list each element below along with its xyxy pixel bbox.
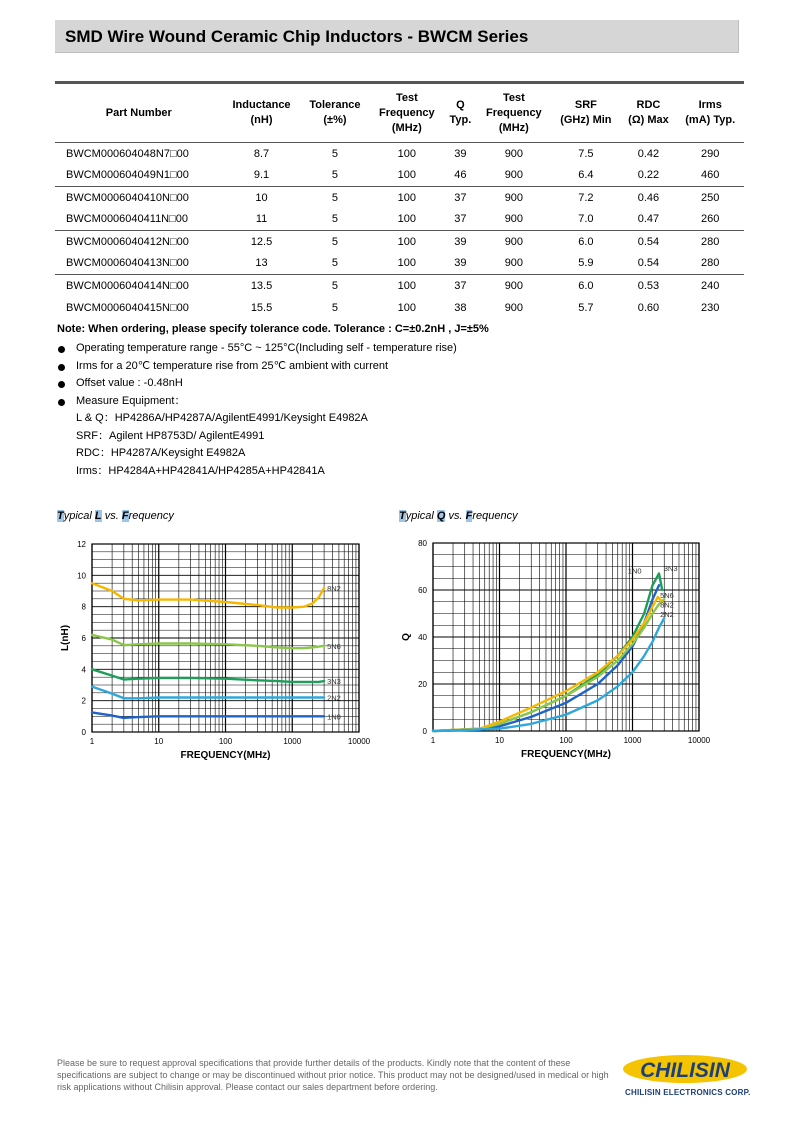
y-tick-label: 20 bbox=[418, 680, 427, 689]
logo-company-name: CHILISIN ELECTRONICS CORP. bbox=[625, 1088, 751, 1097]
table-cell: 0.22 bbox=[637, 169, 660, 182]
y-tick-label: 0 bbox=[422, 727, 427, 736]
table-cell: 13 bbox=[255, 257, 268, 270]
series-label: 2N2 bbox=[660, 610, 674, 620]
ordering-note: Note: When ordering, please specify tolerance code. Tolerance : C=±0.2nH , J=±5% bbox=[57, 323, 489, 335]
table-cell: 100 bbox=[397, 169, 417, 182]
table-row bbox=[55, 275, 744, 297]
table-cell: 0.46 bbox=[637, 191, 660, 204]
table-cell: 37 bbox=[454, 191, 467, 204]
y-tick-label: 6 bbox=[81, 634, 86, 643]
y-tick-label: 40 bbox=[418, 633, 427, 642]
table-cell: 7.0 bbox=[578, 213, 594, 226]
q-chart-title: Typical Q vs. Frequency bbox=[399, 510, 518, 522]
table-cell: 46 bbox=[454, 169, 467, 182]
table-cell: 0.53 bbox=[637, 279, 660, 292]
table-cell: 5 bbox=[331, 301, 339, 314]
table-cell: 100 bbox=[397, 301, 417, 314]
table-cell: 100 bbox=[397, 279, 417, 292]
table-header-row bbox=[55, 83, 744, 143]
table-cell: 12.5 bbox=[250, 235, 273, 248]
table-cell: 250 bbox=[701, 191, 720, 204]
table-cell: 460 bbox=[701, 169, 720, 182]
column-header: Test Frequency (MHz) bbox=[486, 91, 542, 134]
column-header: Part Number bbox=[105, 106, 172, 119]
y-tick-label: 60 bbox=[418, 586, 427, 595]
spec-table bbox=[55, 81, 744, 319]
table-cell: 100 bbox=[397, 213, 417, 226]
series-label: 5N6 bbox=[660, 591, 674, 601]
table-cell: 37 bbox=[454, 279, 467, 292]
part-number-cell: BWCM0006040410N□00 bbox=[66, 191, 189, 204]
table-row bbox=[55, 209, 744, 231]
x-tick-label: 10000 bbox=[347, 737, 371, 746]
y-tick-label: 80 bbox=[418, 539, 427, 548]
y-tick-label: 12 bbox=[77, 540, 86, 549]
series-label: 3N3 bbox=[663, 564, 678, 574]
table-row bbox=[55, 165, 744, 187]
table-cell: 280 bbox=[701, 235, 720, 248]
part-number-cell: BWCM0006040412N□00 bbox=[66, 235, 189, 248]
part-number-cell: BWCM000604049N1□00 bbox=[66, 169, 189, 182]
x-tick-label: 1 bbox=[430, 736, 436, 745]
column-header: Tolerance (±%) bbox=[309, 99, 361, 126]
x-tick-label: 10000 bbox=[687, 736, 711, 745]
table-cell: 290 bbox=[701, 147, 720, 160]
table-cell: 5 bbox=[331, 147, 339, 160]
table-row bbox=[55, 143, 744, 165]
table-cell: 6.0 bbox=[578, 235, 594, 248]
table-cell: 900 bbox=[504, 301, 524, 314]
table-cell: 15.5 bbox=[250, 301, 273, 314]
table-cell: 7.2 bbox=[578, 191, 594, 204]
table-header bbox=[55, 83, 744, 143]
table-cell: 5 bbox=[331, 169, 339, 182]
table-body bbox=[55, 143, 744, 319]
bullet-icon bbox=[58, 381, 65, 388]
column-header: Q Typ. bbox=[449, 99, 472, 126]
bullet-icon bbox=[58, 346, 65, 353]
column-header: RDC (Ω) Max bbox=[628, 99, 669, 126]
y-axis-label: Q bbox=[401, 633, 412, 641]
page-title: SMD Wire Wound Ceramic Chip Inductors - BWCM Series bbox=[65, 27, 529, 46]
table-cell: 5 bbox=[331, 279, 339, 292]
equipment-rdc: RDC：HP4287A/Keysight E4982A bbox=[76, 447, 246, 459]
table-cell: 5 bbox=[331, 191, 339, 204]
table-cell: 9.1 bbox=[253, 169, 270, 182]
table-cell: 280 bbox=[701, 257, 720, 270]
table-cell: 0.54 bbox=[637, 235, 660, 248]
y-axis-label: L(nH) bbox=[60, 624, 71, 652]
part-number-cell: BWCM0006040414N□00 bbox=[66, 279, 189, 292]
x-tick-label: 100 bbox=[218, 737, 233, 746]
bullet-icon bbox=[58, 364, 65, 371]
equipment-irms: Irms：HP4284A+HP42841A/HP4285A+HP42841A bbox=[76, 464, 325, 477]
table-cell: 240 bbox=[701, 279, 720, 292]
note-bullet-temperature: Operating temperature range - 55°C ~ 125°C(Including self - temperature rise) bbox=[57, 340, 489, 358]
table-cell: 39 bbox=[454, 235, 467, 248]
x-tick-label: 1000 bbox=[623, 736, 642, 745]
table-cell: 5.9 bbox=[578, 257, 594, 270]
table-cell: 10 bbox=[255, 191, 268, 204]
table-row bbox=[55, 253, 744, 275]
series-label: 1N0 bbox=[327, 712, 341, 722]
equipment-srf: SRF：Agilent HP8753D/ AgilentE4991 bbox=[76, 429, 265, 442]
l-vs-frequency-chart bbox=[40, 535, 380, 775]
column-header: Test Frequency (MHz) bbox=[379, 91, 435, 134]
y-tick-label: 4 bbox=[81, 665, 86, 675]
table-cell: 39 bbox=[454, 257, 467, 270]
bullet-icon bbox=[58, 399, 65, 406]
y-tick-label: 10 bbox=[77, 571, 86, 581]
q-vs-frequency-chart bbox=[394, 535, 724, 775]
equipment-lq: L & Q：HP4286A/HP4287A/AgilentE4991/Keysight E4982A bbox=[76, 412, 368, 424]
series-label: 8N2 bbox=[327, 583, 341, 593]
table-cell: 38 bbox=[454, 301, 467, 314]
table-cell: 100 bbox=[397, 257, 417, 270]
table-cell: 37 bbox=[454, 213, 467, 226]
part-number-cell: BWCM0006040411N□00 bbox=[66, 213, 189, 226]
table-cell: 100 bbox=[397, 235, 417, 248]
table-cell: 5 bbox=[331, 213, 339, 226]
table-cell: 100 bbox=[397, 191, 417, 204]
table-cell: 900 bbox=[504, 235, 524, 248]
header-bar bbox=[55, 20, 739, 53]
table-cell: 900 bbox=[504, 191, 524, 204]
table-cell: 11 bbox=[255, 213, 268, 226]
table-cell: 5 bbox=[331, 235, 339, 248]
x-tick-label: 1 bbox=[89, 737, 95, 746]
table-cell: 5.7 bbox=[578, 301, 594, 314]
column-header: Inductance (nH) bbox=[232, 99, 291, 126]
table-cell: 260 bbox=[701, 213, 720, 226]
table-cell: 6.4 bbox=[578, 169, 594, 182]
x-axis-label: FREQUENCY(MHz) bbox=[180, 750, 271, 761]
notes-section bbox=[57, 322, 489, 480]
table-cell: 0.60 bbox=[637, 301, 660, 314]
table-cell: 900 bbox=[504, 147, 524, 160]
note-bullet-irms: Irms for a 20℃ temperature rise from 25℃ ambient with current bbox=[57, 358, 489, 376]
table-cell: 6.0 bbox=[578, 279, 594, 292]
part-number-cell: BWCM0006040413N□00 bbox=[66, 257, 189, 270]
table-cell: 900 bbox=[504, 213, 524, 226]
note-bullet-equipment: Measure Equipment： bbox=[57, 393, 489, 411]
table-row bbox=[55, 187, 744, 209]
table-cell: 900 bbox=[504, 279, 524, 292]
part-number-cell: BWCM000604048N7□00 bbox=[66, 147, 189, 160]
series-label: 3N3 bbox=[327, 677, 341, 687]
table-cell: 230 bbox=[701, 301, 720, 314]
table-cell: 0.42 bbox=[637, 147, 660, 160]
table-cell: 13.5 bbox=[250, 279, 273, 292]
svg-text:CHILISIN: CHILISIN bbox=[640, 1059, 730, 1082]
series-label: 1N0 bbox=[627, 566, 642, 576]
footer-disclaimer: Please be sure to request approval specifications that provide further details of the products. Kindly note that the content of these specifications are subject to change or may be discontinued without prior notice. This product may not be designed/used in medical or high risk applications without Chilisin approval. Please contact our sales department before ordering. bbox=[57, 1058, 609, 1092]
table-row bbox=[55, 297, 744, 319]
l-chart-title: Typical L vs. Frequency bbox=[57, 510, 174, 522]
table-cell: 100 bbox=[397, 147, 417, 160]
table-cell: 39 bbox=[454, 147, 467, 160]
table-cell: 900 bbox=[504, 169, 524, 182]
note-bullet-offset: Offset value : -0.48nH bbox=[57, 375, 489, 393]
y-tick-label: 8 bbox=[81, 602, 86, 612]
series-label: 2N2 bbox=[327, 693, 341, 703]
series-label: 8N2 bbox=[660, 600, 674, 610]
part-number-cell: BWCM0006040415N□00 bbox=[66, 301, 189, 314]
x-tick-label: 100 bbox=[559, 736, 573, 745]
column-header: Irms (mA) Typ. bbox=[685, 99, 736, 126]
table-cell: 900 bbox=[504, 257, 524, 270]
y-tick-label: 0 bbox=[81, 728, 86, 737]
x-axis-label: FREQUENCY(MHz) bbox=[521, 749, 611, 760]
column-header: SRF (GHz) Min bbox=[560, 99, 612, 126]
table-cell: 0.54 bbox=[637, 257, 660, 270]
x-tick-label: 1000 bbox=[283, 737, 302, 746]
table-cell: 0.47 bbox=[637, 213, 660, 226]
table-cell: 5 bbox=[331, 257, 339, 270]
table-cell: 7.5 bbox=[578, 147, 594, 160]
table-row bbox=[55, 231, 744, 253]
series-label: 5N6 bbox=[327, 641, 341, 651]
x-tick-label: 10 bbox=[495, 736, 504, 745]
table-cell: 8.7 bbox=[253, 147, 270, 160]
y-tick-label: 2 bbox=[81, 696, 86, 706]
x-tick-label: 10 bbox=[154, 737, 164, 746]
